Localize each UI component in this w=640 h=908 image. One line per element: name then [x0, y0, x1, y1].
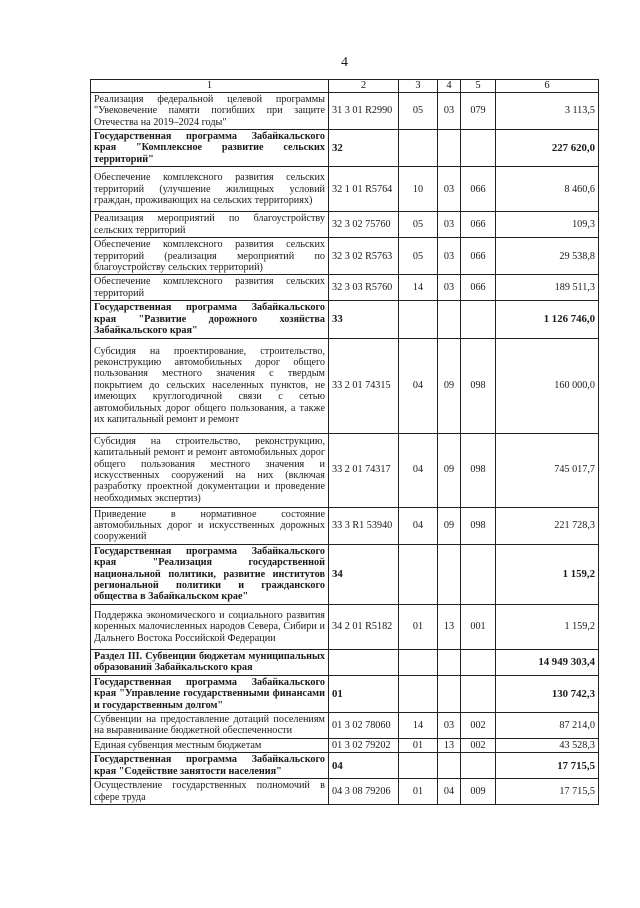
row-col3-cell: 05 — [399, 92, 438, 129]
header-cell: 5 — [461, 80, 496, 93]
table-row — [91, 238, 599, 275]
row-name-cell: Государственная программа Забайкальского края "Управление государственными финансами и государственным долгом" — [91, 675, 329, 712]
row-code-cell: 32 1 01 R5764 — [329, 167, 399, 212]
row-sum-cell: 160 000,0 — [496, 338, 599, 433]
row-name-cell: Субвенции на предоставление дотаций поселениям на выравнивание бюджетной обеспеченности — [91, 712, 329, 738]
header-cell: 4 — [438, 80, 461, 93]
row-col5-cell — [461, 130, 496, 167]
row-code-cell — [329, 649, 399, 675]
row-col3-cell: 01 — [399, 738, 438, 752]
page-number: 4 — [341, 55, 348, 70]
row-col3-cell — [399, 130, 438, 167]
row-sum-cell: 130 742,3 — [496, 675, 599, 712]
row-col5-cell: 066 — [461, 238, 496, 275]
row-code-cell: 01 — [329, 675, 399, 712]
row-col3-cell: 10 — [399, 167, 438, 212]
row-sum-cell: 87 214,0 — [496, 712, 599, 738]
row-sum-cell: 29 538,8 — [496, 238, 599, 275]
row-col3-cell — [399, 649, 438, 675]
row-code-cell: 34 — [329, 544, 399, 604]
row-col5-cell: 009 — [461, 779, 496, 805]
row-name-cell: Субсидия на строительство, реконструкцию, капитальный ремонт и ремонт автомобильных дорог общего пользования местного значения и искусственных сооружений на них (включая разработку проектной документации и проведение необходимых экспертиз) — [91, 433, 329, 507]
row-col4-cell — [438, 301, 461, 338]
row-col4-cell: 13 — [438, 604, 461, 649]
row-sum-cell: 3 113,5 — [496, 92, 599, 129]
row-code-cell: 32 3 02 R5763 — [329, 238, 399, 275]
table-row — [91, 130, 599, 167]
row-name-cell: Приведение в нормативное состояние автомобильных дорог и искусственных дорожных сооружений — [91, 507, 329, 544]
row-col3-cell: 04 — [399, 338, 438, 433]
header-cell: 3 — [399, 80, 438, 93]
row-sum-cell: 109,3 — [496, 212, 599, 238]
row-sum-cell: 14 949 303,4 — [496, 649, 599, 675]
row-name-cell: Государственная программа Забайкальского края "Содействие занятости населения" — [91, 753, 329, 779]
table-row — [91, 738, 599, 752]
row-col3-cell: 14 — [399, 712, 438, 738]
row-col3-cell — [399, 301, 438, 338]
row-col3-cell: 01 — [399, 779, 438, 805]
row-col4-cell: 04 — [438, 779, 461, 805]
row-col4-cell: 13 — [438, 738, 461, 752]
row-sum-cell: 1 126 746,0 — [496, 301, 599, 338]
table-row — [91, 649, 599, 675]
row-name-cell: Государственная программа Забайкальского края "Развитие дорожного хозяйства Забайкальского края" — [91, 301, 329, 338]
row-code-cell: 33 2 01 74317 — [329, 433, 399, 507]
row-sum-cell: 227 620,0 — [496, 130, 599, 167]
row-col5-cell — [461, 753, 496, 779]
row-col3-cell: 01 — [399, 604, 438, 649]
row-sum-cell: 17 715,5 — [496, 753, 599, 779]
row-col5-cell: 098 — [461, 338, 496, 433]
row-col4-cell — [438, 675, 461, 712]
row-code-cell: 04 3 08 79206 — [329, 779, 399, 805]
row-name-cell: Единая субвенция местным бюджетам — [91, 738, 329, 752]
table-row — [91, 712, 599, 738]
row-col4-cell: 03 — [438, 238, 461, 275]
table-row — [91, 338, 599, 433]
row-col5-cell: 002 — [461, 712, 496, 738]
row-sum-cell: 1 159,2 — [496, 544, 599, 604]
table-row — [91, 92, 599, 129]
row-col4-cell: 09 — [438, 507, 461, 544]
row-code-cell: 33 — [329, 301, 399, 338]
row-name-cell: Поддержка экономического и социального развития коренных малочисленных народов Севера, Сибири и Дальнего Востока Российской Федерации — [91, 604, 329, 649]
row-col4-cell — [438, 753, 461, 779]
row-sum-cell: 189 511,3 — [496, 275, 599, 301]
row-sum-cell: 8 460,6 — [496, 167, 599, 212]
row-name-cell: Раздел III. Субвенции бюджетам муниципальных образований Забайкальского края — [91, 649, 329, 675]
row-col5-cell — [461, 301, 496, 338]
table-row — [91, 507, 599, 544]
row-col5-cell — [461, 544, 496, 604]
row-col4-cell: 03 — [438, 92, 461, 129]
row-code-cell: 32 3 03 R5760 — [329, 275, 399, 301]
row-col5-cell: 066 — [461, 275, 496, 301]
row-col3-cell: 14 — [399, 275, 438, 301]
header-cell: 2 — [329, 80, 399, 93]
row-col5-cell: 001 — [461, 604, 496, 649]
header-cell: 6 — [496, 80, 599, 93]
row-col4-cell — [438, 649, 461, 675]
row-col4-cell: 03 — [438, 212, 461, 238]
row-col5-cell: 002 — [461, 738, 496, 752]
table-row — [91, 753, 599, 779]
row-sum-cell: 43 528,3 — [496, 738, 599, 752]
row-col5-cell: 066 — [461, 167, 496, 212]
row-col5-cell — [461, 675, 496, 712]
row-code-cell: 33 2 01 74315 — [329, 338, 399, 433]
table-row — [91, 301, 599, 338]
row-col4-cell: 09 — [438, 433, 461, 507]
row-sum-cell: 17 715,5 — [496, 779, 599, 805]
row-col4-cell: 03 — [438, 167, 461, 212]
table-row — [91, 675, 599, 712]
row-sum-cell: 1 159,2 — [496, 604, 599, 649]
table-row — [91, 604, 599, 649]
row-col3-cell: 05 — [399, 238, 438, 275]
row-sum-cell: 745 017,7 — [496, 433, 599, 507]
row-col3-cell — [399, 753, 438, 779]
row-name-cell: Реализация мероприятий по благоустройству сельских территорий — [91, 212, 329, 238]
row-col4-cell — [438, 130, 461, 167]
table-header-row — [91, 80, 599, 93]
row-name-cell: Осуществление государственных полномочий в сфере труда — [91, 779, 329, 805]
row-col5-cell: 066 — [461, 212, 496, 238]
row-name-cell: Государственная программа Забайкальского края "Реализация государственной национальной политики, развитие институтов региональной политики и гражданского общества в Забайкальском крае" — [91, 544, 329, 604]
row-col5-cell: 098 — [461, 433, 496, 507]
row-name-cell: Обеспечение комплексного развития сельских территорий (улучшение жилищных условий граждан, проживающих на сельских территориях) — [91, 167, 329, 212]
row-code-cell: 34 2 01 R5182 — [329, 604, 399, 649]
row-col3-cell — [399, 544, 438, 604]
row-col3-cell: 04 — [399, 433, 438, 507]
row-sum-cell: 221 728,3 — [496, 507, 599, 544]
row-code-cell: 01 3 02 78060 — [329, 712, 399, 738]
table-row — [91, 275, 599, 301]
row-name-cell: Обеспечение комплексного развития сельских территорий — [91, 275, 329, 301]
table-row — [91, 433, 599, 507]
row-code-cell: 33 3 R1 53940 — [329, 507, 399, 544]
row-code-cell: 32 — [329, 130, 399, 167]
row-name-cell: Обеспечение комплексного развития сельских территорий (реализация мероприятий по благоустройству сельских территорий) — [91, 238, 329, 275]
row-col3-cell: 04 — [399, 507, 438, 544]
row-col3-cell — [399, 675, 438, 712]
row-col5-cell: 098 — [461, 507, 496, 544]
table-row — [91, 167, 599, 212]
row-col4-cell: 03 — [438, 275, 461, 301]
budget-table — [90, 79, 599, 805]
table-row — [91, 779, 599, 805]
table-row — [91, 544, 599, 604]
row-col4-cell: 09 — [438, 338, 461, 433]
header-cell: 1 — [91, 80, 329, 93]
row-col4-cell: 03 — [438, 712, 461, 738]
row-col5-cell: 079 — [461, 92, 496, 129]
row-name-cell: Субсидия на проектирование, строительство, реконструкцию автомобильных дорог общего пользования местного значения с твердым покрытием до сельских населенных пунктов, не имеющих круглогодичной связи с сетью автомобильных дорог общего пользования, а также их капитальный ремонт и ремонт — [91, 338, 329, 433]
row-name-cell: Государственная программа Забайкальского края "Комплексное развитие сельских территорий" — [91, 130, 329, 167]
table-body — [91, 92, 599, 804]
row-name-cell: Реализация федеральной целевой программы "Увековечение памяти погибших при защите Отечества на 2019–2024 годы" — [91, 92, 329, 129]
row-col4-cell — [438, 544, 461, 604]
row-code-cell: 01 3 02 79202 — [329, 738, 399, 752]
row-code-cell: 32 3 02 75760 — [329, 212, 399, 238]
row-col5-cell — [461, 649, 496, 675]
row-col3-cell: 05 — [399, 212, 438, 238]
row-code-cell: 04 — [329, 753, 399, 779]
table-row — [91, 212, 599, 238]
row-code-cell: 31 3 01 R2990 — [329, 92, 399, 129]
